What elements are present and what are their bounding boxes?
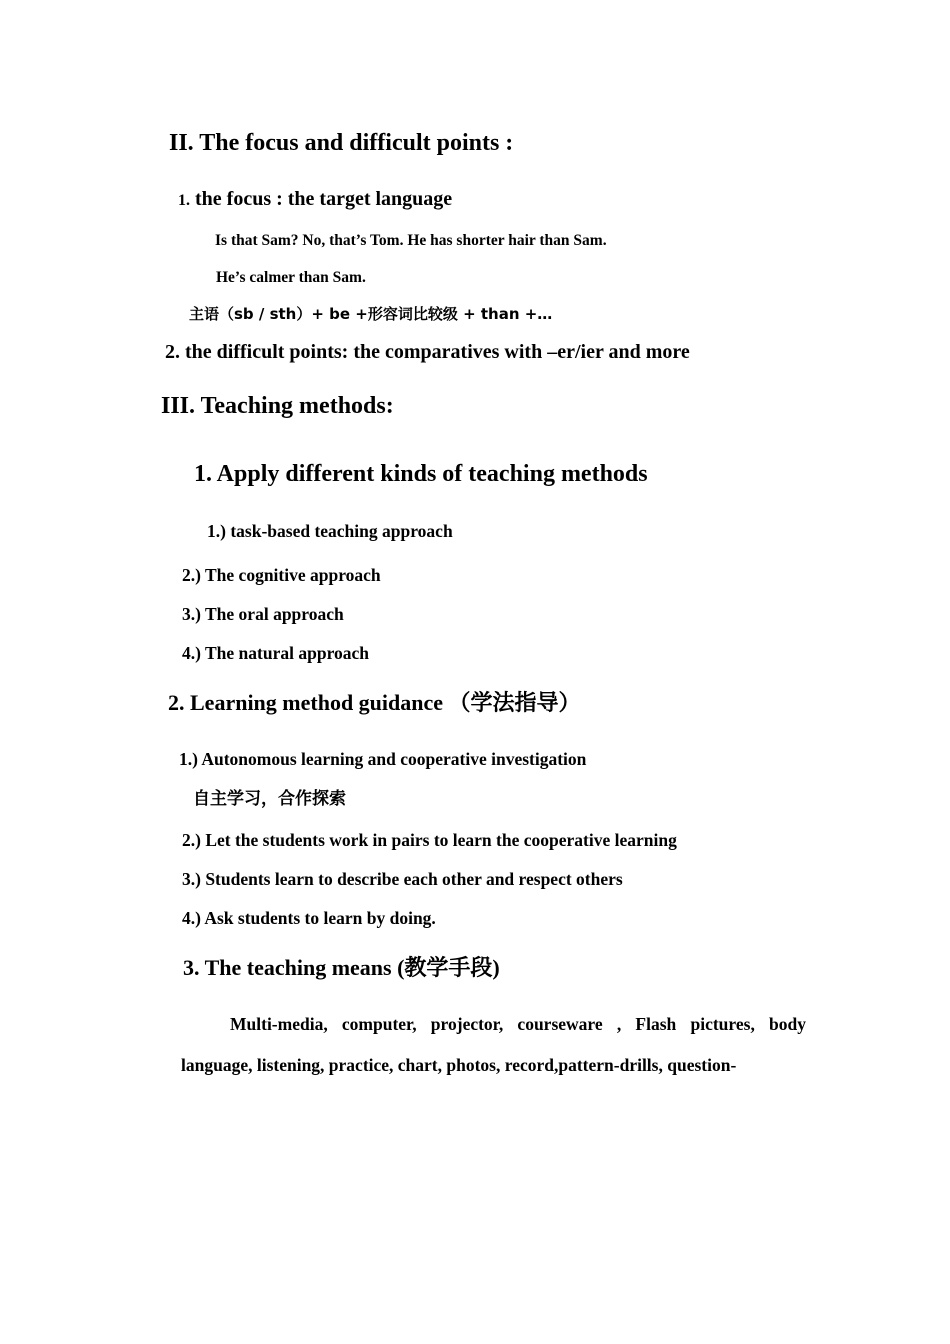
subheading-learning-guidance: 2. Learning method guidance （学法指导） <box>168 690 581 715</box>
learning-guidance-item-1-chinese: 自主学习，合作探索 <box>193 789 346 809</box>
section-heading-teaching-methods: III. Teaching methods: <box>161 393 394 419</box>
focus-subheading <box>178 188 452 211</box>
learning-guidance-item-2: 2.) Let the students work in pairs to learn the cooperative learning <box>182 830 677 850</box>
example-sentence-1: Is that Sam? No, that’s Tom. He has shorter hair than Sam. <box>215 232 607 249</box>
focus-number: 1. <box>178 192 190 209</box>
learning-guidance-item-4: 4.) Ask students to learn by doing. <box>182 908 436 928</box>
teaching-method-item-3: 3.) The oral approach <box>182 604 344 624</box>
teaching-means-paragraph: Multi-media, computer, projector, courseware , Flash pictures, body language, listening, practice, chart, photos, record,pattern-drills, question- <box>181 1014 806 1075</box>
subheading-teaching-methods: 1. Apply different kinds of teaching methods <box>194 461 648 487</box>
learning-guidance-item-3: 3.) Students learn to describe each other and respect others <box>182 869 623 889</box>
learning-guidance-item-1: 1.) Autonomous learning and cooperative investigation <box>179 749 587 769</box>
teaching-method-item-1: 1.) task-based teaching approach <box>207 521 453 541</box>
difficult-points: 2. the difficult points: the comparatives with –er/ier and more <box>165 341 690 363</box>
section-heading-focus-difficult: II. The focus and difficult points : <box>169 130 514 156</box>
teaching-method-item-4: 4.) The natural approach <box>182 643 370 663</box>
subheading-teaching-means: 3. The teaching means (教学手段) <box>183 955 500 980</box>
grammar-pattern: 主语（sb / sth）+ be +形容词比较级 + than +… <box>189 305 553 323</box>
focus-label: the focus : the target language <box>195 188 453 210</box>
example-sentence-2: He’s calmer than Sam. <box>216 269 366 286</box>
teaching-method-item-2: 2.) The cognitive approach <box>182 565 381 585</box>
